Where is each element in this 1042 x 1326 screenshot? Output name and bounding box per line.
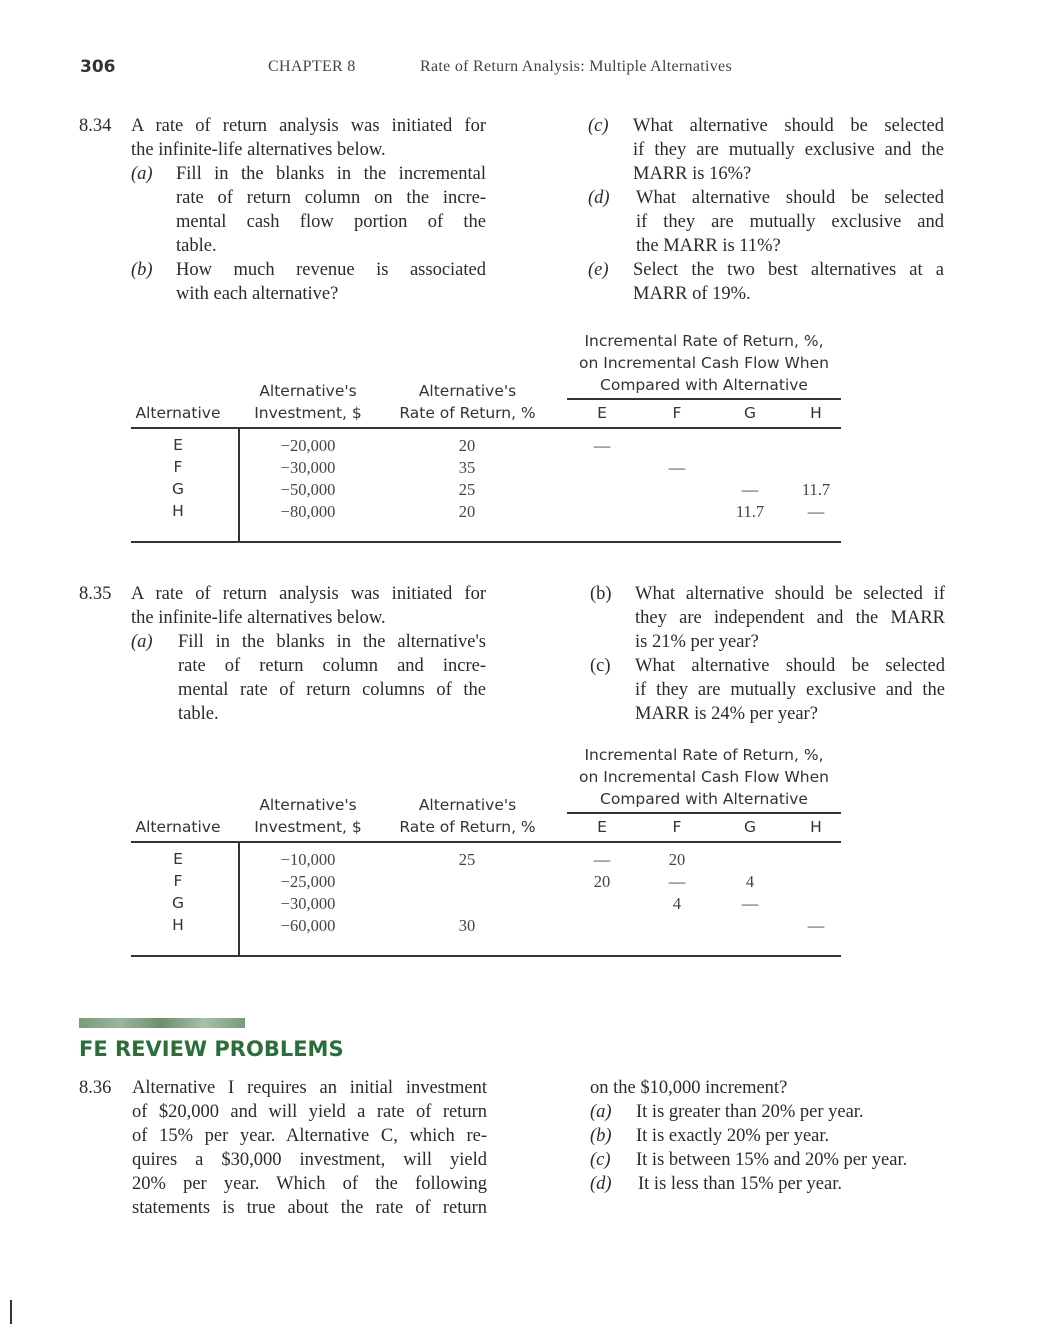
p834-d-line-2: if they are mutually exclusive and bbox=[636, 212, 944, 232]
p836-right-first: on the $10,000 increment? bbox=[590, 1078, 788, 1098]
t1-incr-rule bbox=[567, 398, 841, 400]
t2-row-g-incr-g: — bbox=[741, 894, 759, 913]
t1-row-f-incr-f: — bbox=[668, 458, 686, 477]
t1-row-g-ror: 25 bbox=[458, 480, 476, 499]
p835-a-line-3: mental rate of return columns of the bbox=[178, 680, 486, 700]
t1-row-e-alt: E bbox=[173, 436, 183, 454]
p836-option-c-label: (c) bbox=[590, 1150, 611, 1170]
p836-line-2: of $20,000 and will yield a rate of return bbox=[132, 1102, 487, 1122]
p835-c-label: (c) bbox=[590, 656, 611, 676]
t2-row-f-incr-f: — bbox=[668, 872, 686, 891]
t1-col-inv-2: Investment, $ bbox=[254, 404, 362, 422]
t2-row-f-inv: −25,000 bbox=[280, 872, 336, 891]
t1-incr-col-e: E bbox=[597, 404, 607, 422]
p834-a-line-3: mental cash flow portion of the bbox=[176, 212, 486, 232]
fe-section-bar bbox=[79, 1018, 245, 1028]
t1-col-inv-1: Alternative's bbox=[259, 382, 357, 400]
t1-bottom-rule bbox=[131, 541, 841, 543]
t2-col-inv-1: Alternative's bbox=[259, 796, 357, 814]
p834-c-line-2: if they are mutually exclusive and the bbox=[633, 140, 944, 160]
p836-line-3: of 15% per year. Alternative C, which re- bbox=[132, 1126, 487, 1146]
p835-c-line-1: What alternative should be selected bbox=[635, 656, 945, 676]
t2-row-g-alt: G bbox=[171, 894, 184, 912]
t1-row-h-ror: 20 bbox=[458, 502, 476, 521]
p836-line-6: statements is true about the rate of return bbox=[132, 1198, 487, 1218]
t1-row-h-incr-h: — bbox=[807, 502, 825, 521]
t2-row-f-alt: F bbox=[173, 872, 183, 890]
t2-row-h-ror: 30 bbox=[458, 916, 476, 935]
margin-mark bbox=[10, 1300, 12, 1324]
p834-c-label: (c) bbox=[588, 116, 609, 136]
t2-row-g-incr-f: 4 bbox=[672, 894, 682, 913]
p836-option-a-label: (a) bbox=[590, 1102, 612, 1122]
t2-row-e-alt: E bbox=[173, 850, 183, 868]
p836-line-5: 20% per year. Which of the following bbox=[132, 1174, 487, 1194]
t1-row-h-inv: −80,000 bbox=[280, 502, 336, 521]
p834-d-line-3: the MARR is 11%? bbox=[636, 236, 781, 256]
t2-incr-col-h: H bbox=[810, 818, 822, 836]
t2-incr-header-3: Compared with Alternative bbox=[600, 790, 808, 808]
t1-incr-header-1: Incremental Rate of Return, %, bbox=[584, 332, 824, 350]
p835-b-line-2: they are independent and the MARR bbox=[635, 608, 945, 628]
fe-section-title: FE REVIEW PROBLEMS bbox=[79, 1037, 344, 1061]
t1-incr-header-2: on Incremental Cash Flow When bbox=[579, 354, 829, 372]
p835-a-line-2: rate of return column and incre- bbox=[178, 656, 486, 676]
t1-incr-header-3: Compared with Alternative bbox=[600, 376, 808, 394]
t1-row-g-incr-h: 11.7 bbox=[801, 480, 831, 499]
p836-line-1: Alternative I requires an initial investment bbox=[132, 1078, 487, 1098]
p836-option-d-text: It is less than 15% per year. bbox=[638, 1174, 842, 1194]
t2-col-inv-2: Investment, $ bbox=[254, 818, 362, 836]
t2-col-ror-2: Rate of Return, % bbox=[399, 818, 536, 836]
p836-option-d-label: (d) bbox=[590, 1174, 612, 1194]
problem-number-836: 8.36 bbox=[79, 1078, 112, 1098]
p835-b-line-3: is 21% per year? bbox=[635, 632, 759, 652]
p834-c-line-3: MARR is 16%? bbox=[633, 164, 752, 184]
t2-row-e-incr-e: — bbox=[593, 850, 611, 869]
t2-row-h-inv: −60,000 bbox=[280, 916, 336, 935]
t2-incr-header-2: on Incremental Cash Flow When bbox=[579, 768, 829, 786]
t1-row-h-incr-g: 11.7 bbox=[735, 502, 765, 521]
t1-row-g-incr-g: — bbox=[741, 480, 759, 499]
p834-intro-1: A rate of return analysis was initiated for bbox=[131, 116, 486, 136]
p835-a-label: (a) bbox=[131, 632, 153, 652]
p834-a-line-4: table. bbox=[176, 236, 217, 256]
p836-option-a-text: It is greater than 20% per year. bbox=[636, 1102, 864, 1122]
p834-d-label: (d) bbox=[588, 188, 610, 208]
p834-e-line-2: MARR of 19%. bbox=[633, 284, 751, 304]
t1-row-e-inv: −20,000 bbox=[280, 436, 336, 455]
p836-option-c-text: It is between 15% and 20% per year. bbox=[636, 1150, 908, 1170]
p834-b-label: (b) bbox=[131, 260, 153, 280]
p835-b-label: (b) bbox=[590, 584, 612, 604]
p836-line-4: quires a $30,000 investment, will yield bbox=[132, 1150, 487, 1170]
p835-a-line-1: Fill in the blanks in the alternative's bbox=[178, 632, 486, 652]
t2-row-e-ror: 25 bbox=[458, 850, 476, 869]
p834-a-label: (a) bbox=[131, 164, 153, 184]
p834-b-line-1: How much revenue is associated bbox=[176, 260, 486, 280]
t1-row-g-inv: −50,000 bbox=[280, 480, 336, 499]
t2-row-h-alt: H bbox=[172, 916, 184, 934]
t1-col-alt: Alternative bbox=[135, 404, 221, 422]
t2-row-f-incr-e: 20 bbox=[593, 872, 611, 891]
t2-col-alt: Alternative bbox=[135, 818, 221, 836]
t2-incr-col-e: E bbox=[597, 818, 607, 836]
t1-col-ror-2: Rate of Return, % bbox=[399, 404, 536, 422]
t2-row-e-inv: −10,000 bbox=[280, 850, 336, 869]
t1-incr-col-f: F bbox=[672, 404, 682, 422]
chapter-label: CHAPTER 8 bbox=[268, 58, 356, 75]
p835-b-line-1: What alternative should be selected if bbox=[635, 584, 945, 604]
problem-number-835: 8.35 bbox=[79, 584, 112, 604]
page-number: 306 bbox=[80, 57, 116, 77]
p835-c-line-3: MARR is 24% per year? bbox=[635, 704, 818, 724]
p835-intro-2: the infinite-life alternatives below. bbox=[131, 608, 386, 628]
t2-row-g-inv: −30,000 bbox=[280, 894, 336, 913]
p835-a-line-4: table. bbox=[178, 704, 219, 724]
t1-vertical-rule bbox=[238, 428, 240, 542]
p834-e-line-1: Select the two best alternatives at a bbox=[633, 260, 944, 280]
t2-incr-col-f: F bbox=[672, 818, 682, 836]
t1-row-e-ror: 20 bbox=[458, 436, 476, 455]
p834-e-label: (e) bbox=[588, 260, 609, 280]
t2-incr-header-1: Incremental Rate of Return, %, bbox=[584, 746, 824, 764]
t1-row-f-inv: −30,000 bbox=[280, 458, 336, 477]
problem-number-834: 8.34 bbox=[79, 116, 112, 136]
t2-vertical-rule bbox=[238, 842, 240, 956]
t2-incr-rule bbox=[567, 812, 841, 814]
p834-a-line-1: Fill in the blanks in the incremental bbox=[176, 164, 486, 184]
t1-row-e-incr-e: — bbox=[593, 436, 611, 455]
t2-incr-col-g: G bbox=[743, 818, 756, 836]
t1-row-h-alt: H bbox=[172, 502, 184, 520]
t2-row-f-incr-g: 4 bbox=[745, 872, 755, 891]
p836-option-b-label: (b) bbox=[590, 1126, 612, 1146]
t1-incr-col-h: H bbox=[810, 404, 822, 422]
p834-b-line-2: with each alternative? bbox=[176, 284, 339, 304]
t2-bottom-rule bbox=[131, 955, 841, 957]
t2-row-h-incr-h: — bbox=[807, 916, 825, 935]
p834-a-line-2: rate of return column on the incre- bbox=[176, 188, 486, 208]
p835-c-line-2: if they are mutually exclusive and the bbox=[635, 680, 945, 700]
t1-row-f-ror: 35 bbox=[458, 458, 476, 477]
t1-col-ror-1: Alternative's bbox=[418, 382, 517, 400]
t1-incr-col-g: G bbox=[743, 404, 756, 422]
p834-intro-2: the infinite-life alternatives below. bbox=[131, 140, 386, 160]
t1-row-g-alt: G bbox=[171, 480, 184, 498]
p834-d-line-1: What alternative should be selected bbox=[636, 188, 944, 208]
p836-option-b-text: It is exactly 20% per year. bbox=[636, 1126, 830, 1146]
t2-row-e-incr-f: 20 bbox=[668, 850, 686, 869]
t1-row-f-alt: F bbox=[173, 458, 183, 476]
p835-intro-1: A rate of return analysis was initiated for bbox=[131, 584, 486, 604]
chapter-title: Rate of Return Analysis: Multiple Alternatives bbox=[420, 58, 732, 75]
t2-col-ror-1: Alternative's bbox=[418, 796, 517, 814]
p834-c-line-1: What alternative should be selected bbox=[633, 116, 944, 136]
